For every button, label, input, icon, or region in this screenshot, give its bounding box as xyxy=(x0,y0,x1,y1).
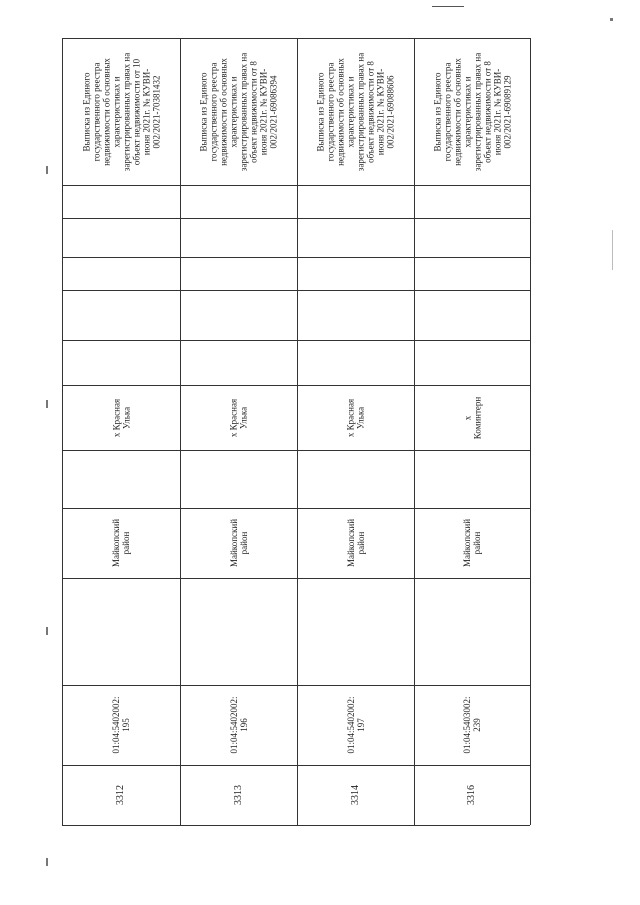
cell-cadastral xyxy=(62,685,180,765)
table-row-border xyxy=(62,825,530,826)
cell-district xyxy=(180,508,297,578)
cell-document xyxy=(297,38,414,185)
cell-locality xyxy=(297,385,414,450)
table-row-border xyxy=(62,185,530,186)
table-row-border xyxy=(62,218,530,219)
district-text: Майкопский район xyxy=(111,518,131,568)
number-text: 3312 xyxy=(115,785,126,805)
document-text: Выписка из Единого государственного реестра недвижимости об основных характеристиках и зарегистрированных правах на объект недвижимости от 8 июня 2021г. № КУВИ- 002/2021-69086394 xyxy=(198,52,279,171)
scan-speck xyxy=(46,627,48,635)
scan-speck xyxy=(612,230,613,270)
cell-district xyxy=(414,508,530,578)
scan-mark xyxy=(432,6,464,7)
cell-cadastral xyxy=(414,685,530,765)
cadastral-text: 01:04:5402002: 196 xyxy=(228,696,249,754)
cell-number xyxy=(62,765,180,825)
number-text: 3313 xyxy=(232,785,244,805)
cell-cadastral xyxy=(297,685,414,765)
cell-document xyxy=(414,38,530,185)
document-text: Выписка из Единого государственного реестра недвижимости об основных характеристиках и зарегистрированных правах на объект недвижимости от 8 июня 2021г. № КУВИ- 002/2021-69089129 xyxy=(432,52,512,171)
table-row-border xyxy=(62,450,530,451)
locality-text: х Красная Улька xyxy=(111,398,131,437)
cell-district xyxy=(297,508,414,578)
document-text: Выписка из Единого государственного реестра недвижимости об основных характеристиках и зарегистрированных правах на объект недвижимости от 10 июня 2021г. № КУВИ- 002/2021-70381432 xyxy=(81,52,161,171)
number-text: 3314 xyxy=(349,785,361,805)
district-text: Майкопский район xyxy=(345,518,366,568)
cell-number xyxy=(297,765,414,825)
cell-cadastral xyxy=(180,685,297,765)
table-row-border xyxy=(62,578,530,579)
table-column-border xyxy=(530,38,531,825)
cell-locality xyxy=(414,385,530,450)
district-text: Майкопский район xyxy=(228,518,249,568)
cell-number xyxy=(180,765,297,825)
locality-text: х Коминтерн xyxy=(462,396,482,439)
cadastral-text: 01:04:5402002: 197 xyxy=(345,696,366,754)
table-row-border xyxy=(62,340,530,341)
scan-speck xyxy=(46,166,48,174)
scan-speck xyxy=(46,858,48,866)
cell-document xyxy=(180,38,297,185)
locality-text: х Красная Улька xyxy=(345,398,366,437)
cell-number xyxy=(414,765,530,825)
district-text: Майкопский район xyxy=(462,518,482,568)
table-row-border xyxy=(62,290,530,291)
cadastral-text: 01:04:5403002: 239 xyxy=(462,696,482,754)
cell-locality xyxy=(180,385,297,450)
cell-locality xyxy=(62,385,180,450)
cadastral-text: 01:04:5402002: 195 xyxy=(111,696,131,754)
cell-document xyxy=(62,38,180,185)
scan-speck xyxy=(46,400,48,408)
scan-speck xyxy=(610,18,613,21)
number-text: 3316 xyxy=(466,785,477,805)
table-row-border xyxy=(62,257,530,258)
document-text: Выписка из Единого государственного реестра недвижимости об основных характеристиках и зарегистрированных правах на объект недвижимости от 8 июня 2021г. № КУВИ- 002/2021-69088606 xyxy=(315,52,396,171)
locality-text: х Красная Улька xyxy=(228,398,249,437)
cell-district xyxy=(62,508,180,578)
